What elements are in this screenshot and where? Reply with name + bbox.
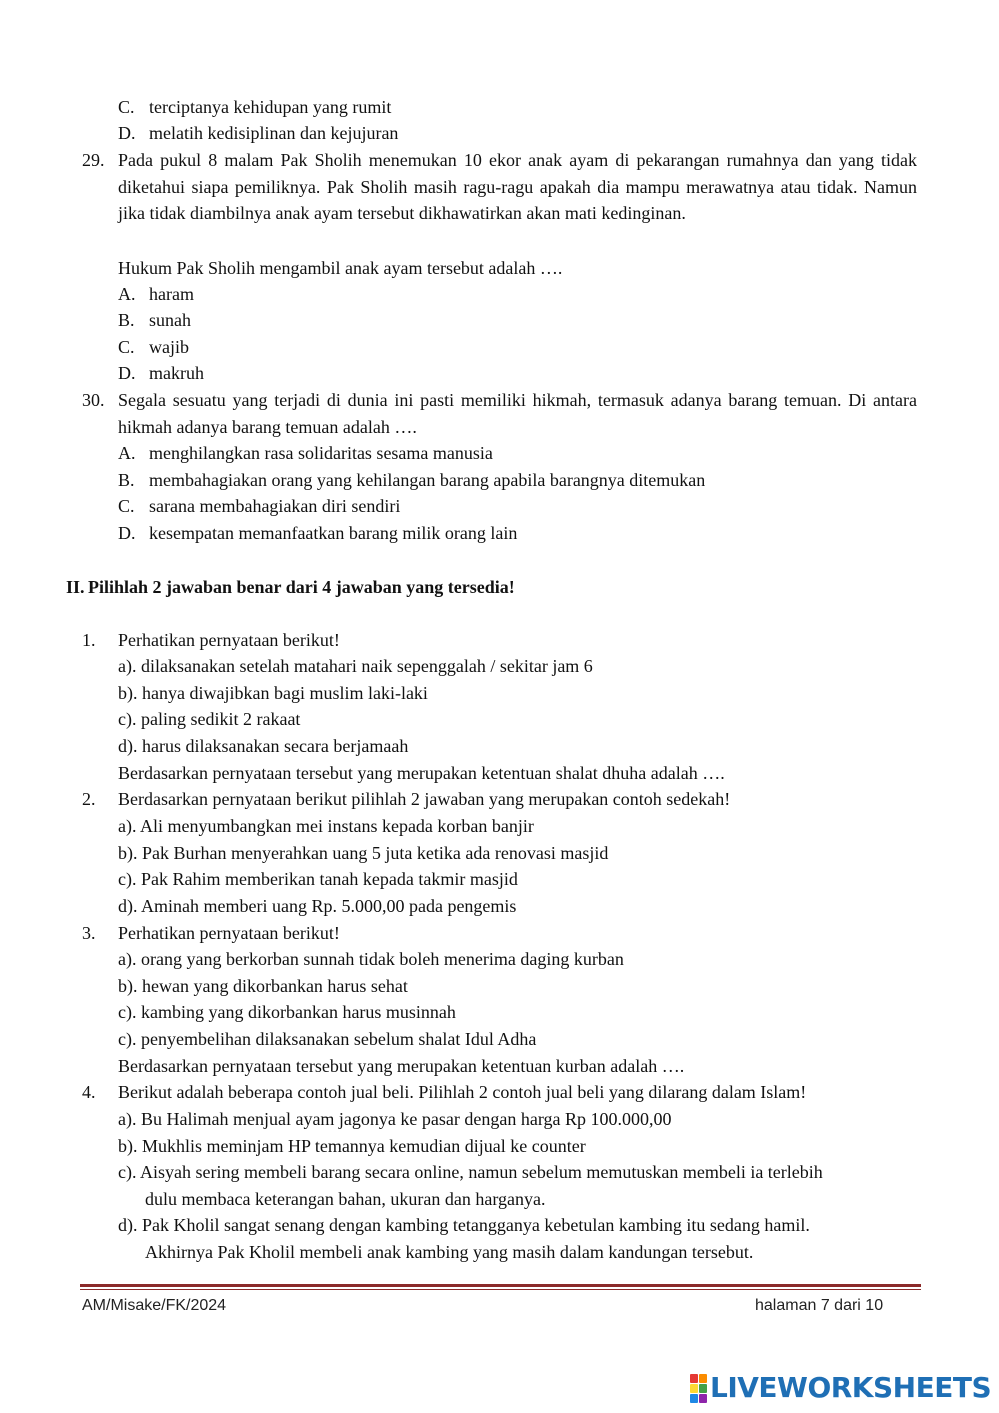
footer-rule-thick [80, 1284, 921, 1287]
option-letter: D. [118, 523, 136, 543]
s2q1-text: Perhatikan pernyataan berikut! [118, 630, 340, 650]
section-roman: II. [66, 577, 85, 597]
s2q4-item-b: b). Mukhlis meminjam HP temannya kemudian dijual ke counter [118, 1136, 586, 1156]
q29-option-b [118, 307, 191, 333]
q29-option-a [118, 281, 194, 307]
q30-text: Segala sesuatu yang terjadi di dunia ini pasti memiliki hikmah, termasuk adanya barang temuan. Di antara hikmah adanya barang temuan adalah …. [118, 390, 917, 437]
s2q1-question: Berdasarkan pernyataan tersebut yang merupakan ketentuan shalat dhuha adalah …. [118, 763, 725, 783]
s2q3-item-a: a). orang yang berkorban sunnah tidak boleh menerima daging kurban [118, 949, 624, 969]
option-text: membahagiakan orang yang kehilangan barang apabila barangnya ditemukan [149, 470, 706, 490]
option-letter: A. [118, 284, 136, 304]
footer-code: AM/Misake/FK/2024 [82, 1297, 227, 1314]
s2q2-item-c: c). Pak Rahim memberikan tanah kepada takmir masjid [118, 869, 518, 889]
option-letter: C. [118, 337, 135, 357]
q29-option-d [118, 360, 204, 386]
q28-option-d [118, 120, 398, 146]
s2q3-item-c: c). kambing yang dikorbankan harus musinnah [118, 1002, 456, 1022]
s2q4-item-d-line1: d). Pak Kholil sangat senang dengan kambing tetangganya kebetulan kambing itu sedang hamil. [118, 1215, 810, 1235]
logo-block [699, 1394, 707, 1403]
option-text: sunah [149, 310, 191, 330]
footer-rule-thin [80, 1289, 921, 1290]
option-letter: D. [118, 363, 136, 383]
option-text: wajib [149, 337, 189, 357]
logo-block [690, 1384, 698, 1393]
s2q1-item-c: c). paling sedikit 2 rakaat [118, 709, 301, 729]
q30-number: 30. [82, 390, 105, 410]
s2q2-text: Berdasarkan pernyataan berikut pilihlah 2 jawaban yang merupakan contoh sedekah! [118, 789, 731, 809]
s2q4-item-c-line2: dulu membaca keterangan bahan, ukuran dan harganya. [145, 1189, 546, 1209]
option-letter: A. [118, 443, 136, 463]
s2q4-item-d-line2: Akhirnya Pak Kholil membeli anak kambing yang masih dalam kandungan tersebut. [145, 1242, 754, 1262]
s2q1-item-a: a). dilaksanakan setelah matahari naik sepenggalah / sekitar jam 6 [118, 656, 593, 676]
s2q4-number: 4. [82, 1082, 96, 1102]
option-letter: D. [118, 123, 136, 143]
section-title: Pilihlah 2 jawaban benar dari 4 jawaban yang tersedia! [88, 577, 515, 597]
option-letter: B. [118, 470, 135, 490]
liveworksheets-wordmark: LIVEWORKSHEETS [710, 1371, 992, 1404]
option-text: kesempatan memanfaatkan barang milik orang lain [149, 523, 518, 543]
option-letter: B. [118, 310, 135, 330]
q30-option-b [118, 467, 705, 493]
s2q3-number: 3. [82, 923, 96, 943]
option-text: sarana membahagiakan diri sendiri [149, 496, 401, 516]
q29-text: Pada pukul 8 malam Pak Sholih menemukan 10 ekor anak ayam di pekarangan rumahnya dan yang tidak diketahui siapa pemiliknya. Pak Sholih masih ragu-ragu apakah dia mampu merawatnya atau tidak. Namun jika tidak diambilnya anak ayam tersebut dikhawatirkan akan mati kedinginan. [118, 150, 917, 224]
option-text: makruh [149, 363, 204, 383]
s2q2-item-a: a). Ali menyumbangkan mei instans kepada korban banjir [118, 816, 534, 836]
option-text: melatih kedisiplinan dan kejujuran [149, 123, 399, 143]
s2q1-item-b: b). hanya diwajibkan bagi muslim laki-laki [118, 683, 428, 703]
option-letter: C. [118, 496, 135, 516]
s2q2-item-b: b). Pak Burhan menyerahkan uang 5 juta ketika ada renovasi masjid [118, 843, 609, 863]
option-letter: C. [118, 97, 135, 117]
s2q3-item-d: c). penyembelihan dilaksanakan sebelum shalat Idul Adha [118, 1029, 537, 1049]
s2q1-item-d: d). harus dilaksanakan secara berjamaah [118, 736, 409, 756]
s2q3-question: Berdasarkan pernyataan tersebut yang merupakan ketentuan kurban adalah …. [118, 1056, 685, 1076]
s2q2-item-d: d). Aminah memberi uang Rp. 5.000,00 pada pengemis [118, 896, 517, 916]
section-heading [66, 574, 515, 600]
q30-option-c [118, 493, 400, 519]
q30-option-a [118, 440, 493, 466]
option-text: haram [149, 284, 194, 304]
option-text: terciptanya kehidupan yang rumit [149, 97, 392, 117]
s2q4-text: Berikut adalah beberapa contoh jual beli. Pilihlah 2 contoh jual beli yang dilarang dalam Islam! [118, 1082, 807, 1102]
s2q2-number: 2. [82, 789, 96, 809]
logo-block [690, 1374, 698, 1383]
option-text: menghilangkan rasa solidaritas sesama manusia [149, 443, 493, 463]
q28-option-c [118, 94, 391, 120]
q29-question: Hukum Pak Sholih mengambil anak ayam tersebut adalah …. [118, 258, 563, 278]
q30-option-d [118, 520, 517, 546]
s2q3-item-b: b). hewan yang dikorbankan harus sehat [118, 976, 408, 996]
s2q1-number: 1. [82, 630, 96, 650]
footer-page-number: halaman 7 dari 10 [755, 1297, 884, 1314]
s2q4-item-c-line1: c). Aisyah sering membeli barang secara online, namun sebelum memutuskan membeli ia terlebih [118, 1162, 823, 1182]
q29-option-c [118, 334, 189, 360]
logo-block [690, 1394, 698, 1403]
s2q3-text: Perhatikan pernyataan berikut! [118, 923, 340, 943]
liveworksheets-icon [690, 1374, 706, 1402]
logo-block [699, 1374, 707, 1383]
liveworksheets-logo [690, 1370, 991, 1406]
s2q4-item-a: a). Bu Halimah menjual ayam jagonya ke pasar dengan harga Rp 100.000,00 [118, 1109, 672, 1129]
q29-number: 29. [82, 150, 105, 170]
logo-block [699, 1384, 707, 1393]
